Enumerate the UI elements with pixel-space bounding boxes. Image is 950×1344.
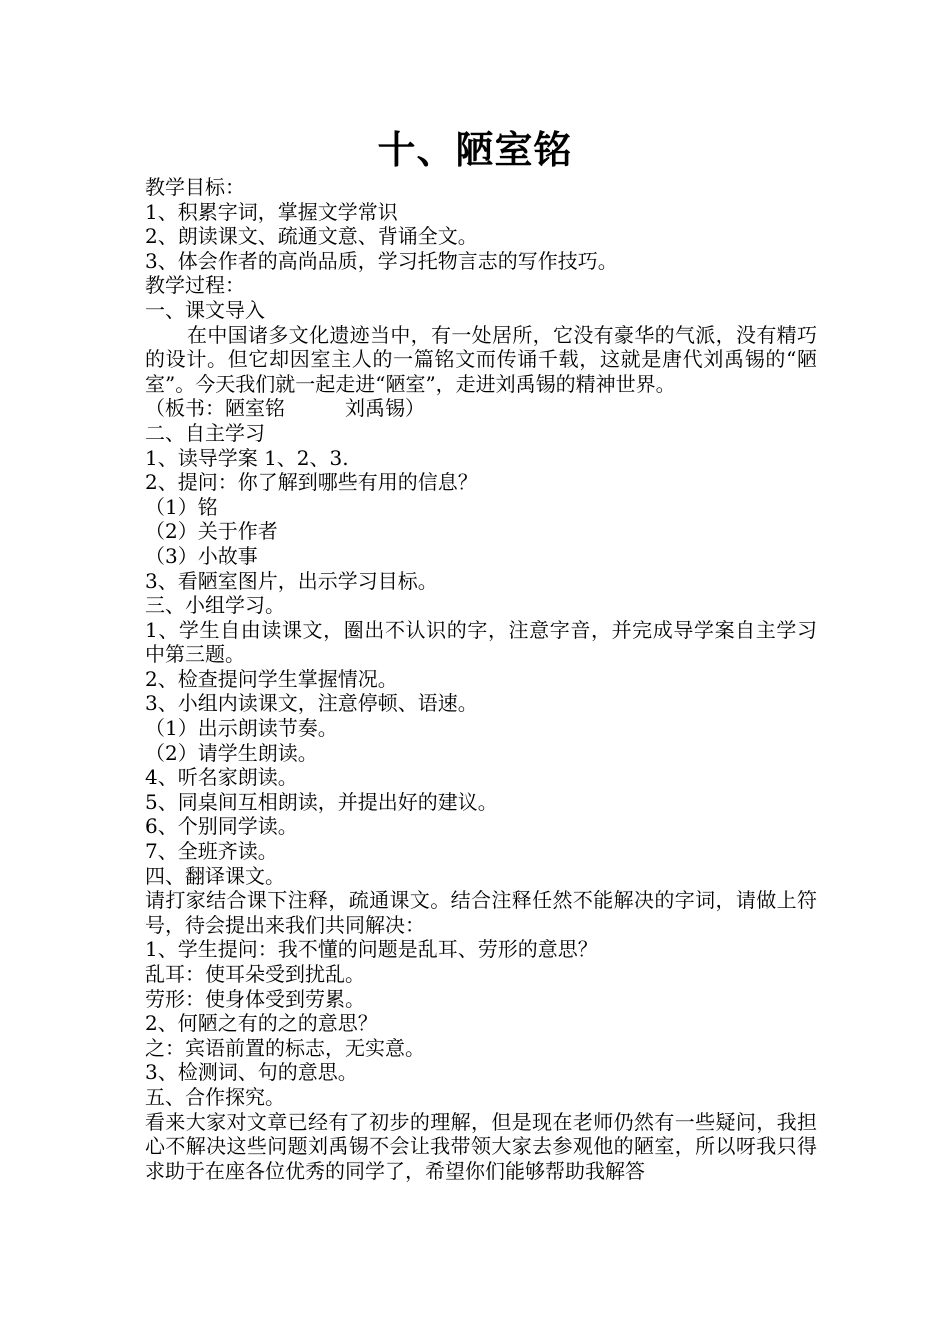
definition-line: 乱耳：使耳朵受到扰乱。 bbox=[145, 962, 365, 986]
list-item: 3、小组内读课文，注意停顿、语速。 bbox=[145, 691, 478, 716]
list-item: 6、个别同学读。 bbox=[145, 814, 298, 839]
document-body bbox=[145, 175, 817, 1183]
objective-item: 2、朗读课文、疏通文意、背诵全文。 bbox=[145, 224, 478, 249]
list-item: 1、读导学案 1、2、3. bbox=[145, 445, 349, 470]
list-item: 2、何陋之有的之的意思？ bbox=[145, 1011, 378, 1036]
sub-list-item: （3）小故事 bbox=[145, 543, 258, 568]
heading-objectives: 教学目标： bbox=[145, 175, 245, 199]
list-item: 1、学生自由读课文，圈出不认识的字，注意字音，并完成导学案自主学习中第三题。 bbox=[145, 617, 817, 667]
objective-item: 1、积累字词，掌握文学常识 bbox=[145, 199, 398, 224]
definition-line: 之：宾语前置的标志，无实意。 bbox=[145, 1035, 425, 1060]
list-item: 2、提问：你了解到哪些有用的信息？ bbox=[145, 470, 478, 495]
list-item: 2、检查提问学生掌握情况。 bbox=[145, 666, 398, 691]
sub-list-item: （1）铭 bbox=[145, 494, 218, 519]
sub-list-item: （2）请学生朗读。 bbox=[145, 740, 318, 765]
list-item: 3、检测词、句的意思。 bbox=[145, 1060, 358, 1085]
list-item: 5、同桌间互相朗读，并提出好的建议。 bbox=[145, 789, 498, 814]
list-item: 4、听名家朗读。 bbox=[145, 765, 298, 790]
section-heading: 三、小组学习。 bbox=[145, 593, 285, 618]
heading-process: 教学过程： bbox=[145, 273, 245, 298]
objective-item: 3、体会作者的高尚品质，学习托物言志的写作技巧。 bbox=[145, 248, 618, 273]
sub-list-item: （1）出示朗读节奏。 bbox=[145, 716, 338, 741]
intro-paragraph: 在中国诸多文化遗迹当中，有一处居所，它没有豪华的气派，没有精巧的设计。但它却因室主人的一篇铭文而传诵千载，这就是唐代刘禹锡的“陋室”。今天我们就一起走进“陋室”，走进刘禹锡的精神世界。 bbox=[145, 322, 817, 396]
section-heading: 一、课文导入 bbox=[145, 297, 265, 322]
blackboard-note: （板书：陋室铭 刘禹锡） bbox=[145, 396, 425, 421]
definition-line: 劳形：使身体受到劳累。 bbox=[145, 986, 365, 1011]
section-heading: 五、合作探究。 bbox=[145, 1084, 285, 1109]
body-paragraph: 请打家结合课下注释，疏通课文。结合注释任然不能解决的字词，请做上符号，待会提出来我们共同解决： bbox=[145, 888, 817, 937]
list-item: 3、看陋室图片，出示学习目标。 bbox=[145, 568, 438, 593]
section-heading: 二、自主学习 bbox=[145, 420, 265, 445]
section-heading: 四、翻译课文。 bbox=[145, 863, 285, 888]
sub-list-item: （2）关于作者 bbox=[145, 519, 278, 544]
document-title: 十、陋室铭 bbox=[377, 127, 573, 172]
list-item: 1、学生提问：我不懂的问题是乱耳、劳形的意思？ bbox=[145, 937, 598, 962]
list-item: 7、全班齐读。 bbox=[145, 839, 278, 864]
body-paragraph: 看来大家对文章已经有了初步的理解，但是现在老师仍然有一些疑问，我担心不解决这些问题刘禹锡不会让我带领大家去参观他的陋室，所以呀我只得求助于在座各位优秀的同学了，希望你们能够帮助我解答 bbox=[145, 1109, 817, 1183]
